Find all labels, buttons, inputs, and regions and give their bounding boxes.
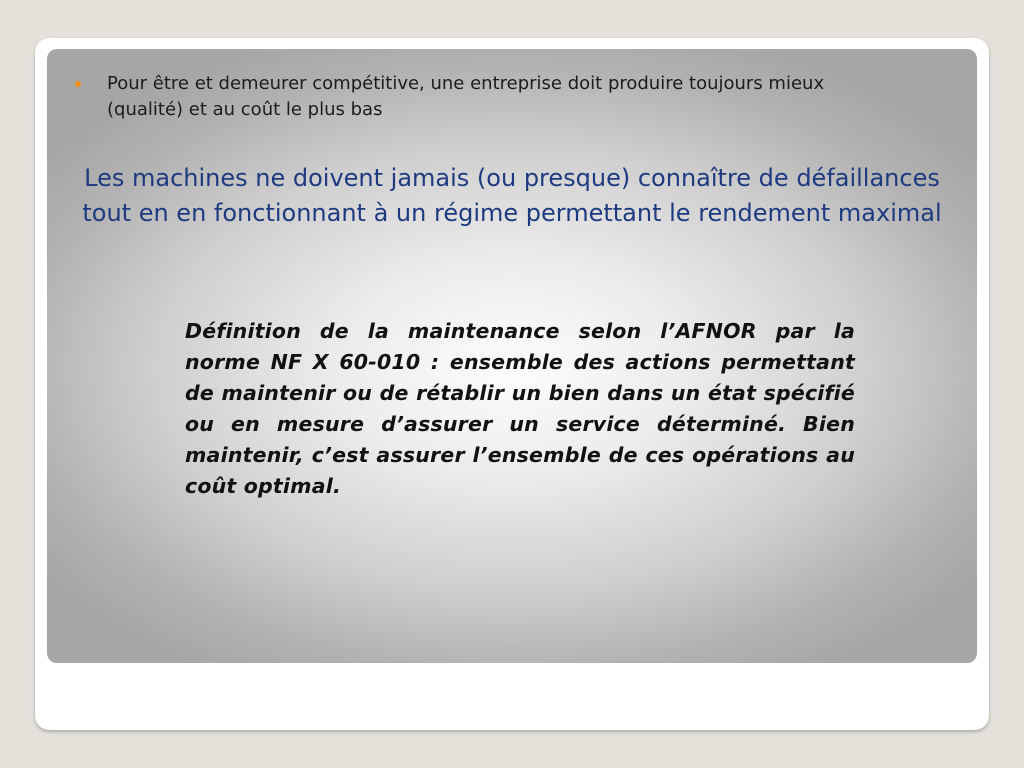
bullet-text: Pour être et demeurer compétitive, une entreprise doit produire toujours mieux (qualité) et au coût le plus bas — [107, 73, 825, 120]
bullet-dot-icon — [75, 81, 81, 87]
slide-content-panel — [47, 49, 977, 663]
definition-paragraph: Définition de la maintenance selon l’AFNOR par la norme NF X 60-010 : ensemble des actions permettant de maintenir ou de rétablir un bien dans un état spécifié ou en mesure d’assurer un service déterminé. Bien maintenir, c’est assurer l’ensemble de ces opérations au coût optimal. — [185, 319, 855, 498]
slide-heading: Les machines ne doivent jamais (ou presque) connaître de défaillances tout en en fonctionnant à un régime permettant le rendement maximal — [82, 164, 942, 227]
bullet-item — [75, 71, 855, 123]
bullet-list — [75, 71, 855, 123]
slide-frame — [35, 38, 989, 730]
